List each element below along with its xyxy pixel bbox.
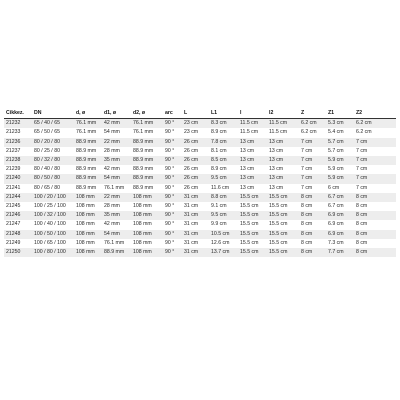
table-cell: 31 cm: [182, 220, 209, 229]
table-cell: 8 cm: [354, 248, 396, 257]
column-header-d: d, ø: [74, 109, 102, 119]
table-row: [4, 184, 396, 193]
table-cell: 6.9 cm: [326, 230, 354, 239]
table-cell: 5.9 cm: [326, 174, 354, 183]
column-header-d1: d1, ø: [102, 109, 131, 119]
table-cell: 90 °: [163, 193, 182, 202]
table-cell: 6.7 cm: [326, 193, 354, 202]
table-cell: 65 / 40 / 65: [32, 119, 74, 129]
table-cell: 8.9 cm: [209, 128, 238, 137]
table-cell: 15.5 cm: [238, 211, 267, 220]
table-cell: 88.9 mm: [131, 156, 163, 165]
table-cell: 76.1 mm: [102, 184, 131, 193]
table-cell: 21246: [4, 211, 32, 220]
table-cell: 100 / 50 / 100: [32, 230, 74, 239]
table-cell: 90 °: [163, 211, 182, 220]
table-cell: 90 °: [163, 128, 182, 137]
table-cell: 23 cm: [182, 128, 209, 137]
table-cell: 100 / 20 / 100: [32, 193, 74, 202]
table-cell: 8 cm: [299, 220, 326, 229]
table-row: [4, 239, 396, 248]
table-cell: 11.5 cm: [238, 128, 267, 137]
table-cell: 21248: [4, 230, 32, 239]
table-cell: 22 mm: [102, 138, 131, 147]
table-cell: 90 °: [163, 230, 182, 239]
table-cell: 8.9 cm: [209, 165, 238, 174]
table-cell: 7 cm: [299, 147, 326, 156]
table-cell: 90 °: [163, 174, 182, 183]
table-cell: 5.7 cm: [326, 147, 354, 156]
table-cell: 26 cm: [182, 174, 209, 183]
table-cell: 13 cm: [267, 156, 299, 165]
table-cell: 31 cm: [182, 193, 209, 202]
table-cell: 54 mm: [102, 230, 131, 239]
table-cell: 31 cm: [182, 239, 209, 248]
table-cell: 13 cm: [238, 147, 267, 156]
table-cell: 65 / 50 / 65: [32, 128, 74, 137]
table-cell: 8.5 cm: [209, 156, 238, 165]
table-cell: 13 cm: [267, 174, 299, 183]
table-cell: 21237: [4, 147, 32, 156]
table-cell: 88.9 mm: [74, 184, 102, 193]
table-cell: 13 cm: [238, 156, 267, 165]
table-cell: 90 °: [163, 184, 182, 193]
table-cell: 11.5 cm: [267, 119, 299, 129]
table-cell: 7 cm: [299, 174, 326, 183]
table-cell: 11.5 cm: [267, 128, 299, 137]
product-spec-table-container: [4, 109, 396, 257]
table-cell: 76.1 mm: [74, 128, 102, 137]
table-cell: 15.5 cm: [267, 230, 299, 239]
table-cell: 31 cm: [182, 248, 209, 257]
table-cell: 15.5 cm: [267, 248, 299, 257]
table-cell: 21245: [4, 202, 32, 211]
table-cell: 13 cm: [238, 174, 267, 183]
table-cell: 8 cm: [354, 239, 396, 248]
table-cell: 21232: [4, 119, 32, 129]
table-cell: 108 mm: [131, 248, 163, 257]
table-cell: 15.5 cm: [238, 239, 267, 248]
table-cell: 13 cm: [238, 165, 267, 174]
table-cell: 108 mm: [74, 239, 102, 248]
table-cell: 8 cm: [299, 211, 326, 220]
table-cell: 80 / 65 / 80: [32, 184, 74, 193]
table-cell: 76.1 mm: [131, 128, 163, 137]
table-cell: 7 cm: [299, 165, 326, 174]
table-cell: 54 mm: [102, 128, 131, 137]
table-cell: 21250: [4, 248, 32, 257]
table-row: [4, 156, 396, 165]
table-cell: 15.5 cm: [267, 202, 299, 211]
table-cell: 10.5 cm: [209, 230, 238, 239]
table-cell: 8.3 cm: [209, 119, 238, 129]
table-cell: 6.7 cm: [326, 202, 354, 211]
table-cell: 15.5 cm: [238, 220, 267, 229]
table-cell: 21241: [4, 184, 32, 193]
table-cell: 108 mm: [131, 230, 163, 239]
table-cell: 13 cm: [238, 138, 267, 147]
table-cell: 7 cm: [299, 138, 326, 147]
table-row: [4, 193, 396, 202]
table-row: [4, 128, 396, 137]
table-cell: 6.2 cm: [299, 119, 326, 129]
table-cell: 13 cm: [267, 138, 299, 147]
table-row: [4, 174, 396, 183]
table-cell: 28 mm: [102, 202, 131, 211]
table-cell: 76.1 mm: [74, 119, 102, 129]
table-cell: 15.5 cm: [267, 239, 299, 248]
table-cell: 5.3 cm: [326, 119, 354, 129]
table-cell: 35 mm: [102, 211, 131, 220]
table-cell: 13 cm: [267, 184, 299, 193]
table-cell: 8.8 cm: [209, 193, 238, 202]
table-cell: 26 cm: [182, 156, 209, 165]
table-cell: 80 / 20 / 80: [32, 138, 74, 147]
table-cell: 28 mm: [102, 147, 131, 156]
table-cell: 23 cm: [182, 119, 209, 129]
table-cell: 108 mm: [131, 202, 163, 211]
table-cell: 15.5 cm: [267, 220, 299, 229]
table-cell: 9.5 cm: [209, 174, 238, 183]
table-cell: 90 °: [163, 165, 182, 174]
table-cell: 42 mm: [102, 165, 131, 174]
table-cell: 26 cm: [182, 138, 209, 147]
table-cell: 7 cm: [299, 156, 326, 165]
table-cell: 7 cm: [299, 184, 326, 193]
table-cell: 21247: [4, 220, 32, 229]
table-cell: 88.9 mm: [74, 147, 102, 156]
table-cell: 22 mm: [102, 193, 131, 202]
table-cell: 21249: [4, 239, 32, 248]
table-cell: 6 cm: [326, 184, 354, 193]
table-cell: 5.4 cm: [326, 128, 354, 137]
table-cell: 90 °: [163, 220, 182, 229]
table-cell: 8 cm: [299, 193, 326, 202]
table-cell: 15.5 cm: [267, 211, 299, 220]
table-cell: 12.6 cm: [209, 239, 238, 248]
table-cell: 8 cm: [299, 230, 326, 239]
column-header-dn: DN: [32, 109, 74, 119]
table-cell: 7 cm: [354, 174, 396, 183]
column-header-z1: Z1: [326, 109, 354, 119]
table-row: [4, 230, 396, 239]
table-cell: 80 / 32 / 80: [32, 156, 74, 165]
table-cell: 26 cm: [182, 147, 209, 156]
table-cell: 13.7 cm: [209, 248, 238, 257]
column-header-arc: arc: [163, 109, 182, 119]
table-cell: 7 cm: [354, 138, 396, 147]
table-cell: 21233: [4, 128, 32, 137]
table-cell: 100 / 32 / 100: [32, 211, 74, 220]
table-cell: 9.9 cm: [209, 220, 238, 229]
table-cell: 21244: [4, 193, 32, 202]
table-cell: 88.9 mm: [74, 174, 102, 183]
table-cell: 7 cm: [354, 165, 396, 174]
table-cell: 26 cm: [182, 184, 209, 193]
table-cell: 108 mm: [74, 248, 102, 257]
column-header-z2: Z2: [354, 109, 396, 119]
table-cell: 88.9 mm: [131, 138, 163, 147]
table-cell: 88.9 mm: [131, 174, 163, 183]
table-cell: 42 mm: [102, 220, 131, 229]
column-header-d2: d2, ø: [131, 109, 163, 119]
table-cell: 8 cm: [354, 230, 396, 239]
table-row: [4, 202, 396, 211]
table-cell: 88.9 mm: [74, 165, 102, 174]
table-row: [4, 165, 396, 174]
table-cell: 21239: [4, 165, 32, 174]
table-cell: 11.6 cm: [209, 184, 238, 193]
table-cell: 88.9 mm: [74, 138, 102, 147]
table-cell: 88.9 mm: [102, 248, 131, 257]
table-cell: 90 °: [163, 147, 182, 156]
table-cell: 5.9 cm: [326, 165, 354, 174]
table-cell: 90 °: [163, 239, 182, 248]
table-cell: 8.1 cm: [209, 147, 238, 156]
table-header-row: [4, 109, 396, 119]
table-cell: 7 cm: [354, 156, 396, 165]
table-cell: 8 cm: [354, 211, 396, 220]
table-cell: 90 °: [163, 248, 182, 257]
table-cell: 108 mm: [131, 220, 163, 229]
table-cell: 8 cm: [354, 202, 396, 211]
table-cell: 21236: [4, 138, 32, 147]
table-cell: 13 cm: [267, 165, 299, 174]
table-cell: 15.5 cm: [267, 193, 299, 202]
table-cell: 76.1 mm: [131, 119, 163, 129]
table-cell: 8 cm: [354, 220, 396, 229]
column-header-l-total: L: [182, 109, 209, 119]
table-cell: 8 cm: [299, 202, 326, 211]
table-cell: 6.9 cm: [326, 220, 354, 229]
table-cell: 108 mm: [74, 202, 102, 211]
table-cell: 15.5 cm: [238, 248, 267, 257]
table-cell: 26 cm: [182, 165, 209, 174]
table-cell: 108 mm: [74, 193, 102, 202]
table-cell: 5.7 cm: [326, 138, 354, 147]
table-cell: 15.5 cm: [238, 202, 267, 211]
table-cell: 100 / 80 / 100: [32, 248, 74, 257]
table-cell: 13 cm: [267, 147, 299, 156]
table-cell: 108 mm: [131, 193, 163, 202]
table-cell: 108 mm: [74, 220, 102, 229]
table-cell: 108 mm: [74, 211, 102, 220]
table-cell: 31 cm: [182, 202, 209, 211]
table-row: [4, 248, 396, 257]
table-cell: 13 cm: [238, 184, 267, 193]
table-cell: 80 / 40 / 80: [32, 165, 74, 174]
table-cell: 35 mm: [102, 156, 131, 165]
table-cell: 80 / 25 / 80: [32, 147, 74, 156]
table-cell: 108 mm: [131, 239, 163, 248]
table-cell: 80 / 50 / 80: [32, 174, 74, 183]
table-cell: 21238: [4, 156, 32, 165]
table-cell: 31 cm: [182, 230, 209, 239]
table-cell: 88.9 mm: [131, 184, 163, 193]
table-cell: 42 mm: [102, 119, 131, 129]
table-cell: 6.2 cm: [354, 128, 396, 137]
table-row: [4, 119, 396, 129]
column-header-article-no: Cikkez.: [4, 109, 32, 119]
table-cell: 6.2 cm: [299, 128, 326, 137]
table-cell: 15.5 cm: [238, 230, 267, 239]
table-cell: 11.5 cm: [238, 119, 267, 129]
column-header-l: l: [238, 109, 267, 119]
table-cell: 8 cm: [354, 193, 396, 202]
table-row: [4, 220, 396, 229]
table-cell: 108 mm: [74, 230, 102, 239]
table-cell: 76.1 mm: [102, 239, 131, 248]
table-row: [4, 211, 396, 220]
table-cell: 90 °: [163, 119, 182, 129]
table-cell: 7.8 cm: [209, 138, 238, 147]
table-cell: 9.5 cm: [209, 211, 238, 220]
table-cell: 5.9 cm: [326, 156, 354, 165]
table-cell: 90 °: [163, 202, 182, 211]
table-cell: 8 cm: [299, 239, 326, 248]
table-cell: 7.3 cm: [326, 239, 354, 248]
table-row: [4, 138, 396, 147]
table-cell: 88.9 mm: [131, 147, 163, 156]
table-cell: 31 cm: [182, 211, 209, 220]
table-cell: 100 / 40 / 100: [32, 220, 74, 229]
table-cell: 90 °: [163, 138, 182, 147]
table-cell: 54 mm: [102, 174, 131, 183]
table-cell: 7 cm: [354, 147, 396, 156]
table-cell: 9.1 cm: [209, 202, 238, 211]
table-cell: 100 / 65 / 100: [32, 239, 74, 248]
table-cell: 21240: [4, 174, 32, 183]
table-body: [4, 119, 396, 258]
product-spec-table: [4, 109, 396, 257]
table-row: [4, 147, 396, 156]
table-cell: 15.5 cm: [238, 193, 267, 202]
table-cell: 7.7 cm: [326, 248, 354, 257]
column-header-l2: l2: [267, 109, 299, 119]
table-cell: 88.9 mm: [131, 165, 163, 174]
table-cell: 90 °: [163, 156, 182, 165]
column-header-z: Z: [299, 109, 326, 119]
table-cell: 7 cm: [354, 184, 396, 193]
table-cell: 6.9 cm: [326, 211, 354, 220]
table-cell: 88.9 mm: [74, 156, 102, 165]
column-header-l1: L1: [209, 109, 238, 119]
table-cell: 8 cm: [299, 248, 326, 257]
table-cell: 6.2 cm: [354, 119, 396, 129]
table-cell: 100 / 25 / 100: [32, 202, 74, 211]
table-cell: 108 mm: [131, 211, 163, 220]
